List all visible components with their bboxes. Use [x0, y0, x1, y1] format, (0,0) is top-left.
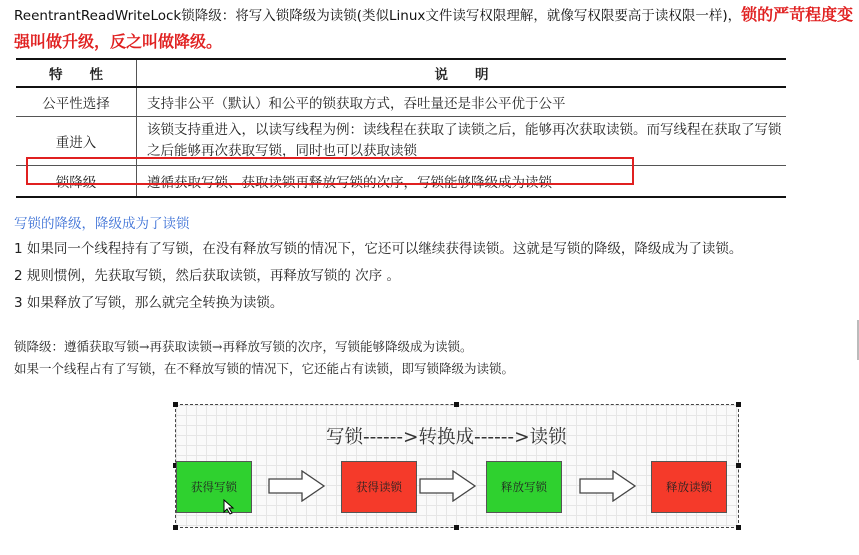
intro-text: ReentrantReadWriteLock锁降级：将写入锁降级为读锁(类似Linux文件读写权限理解，就像写权限要高于读权限一样)，: [14, 8, 742, 24]
section-title: 写锁的降级，降级成为了读锁: [14, 216, 190, 232]
step-acquire-write[interactable]: 获得写锁: [176, 461, 252, 513]
step-release-read[interactable]: 释放读锁: [651, 461, 727, 513]
cell-feature: 公平性选择: [16, 88, 137, 116]
resize-handle[interactable]: [173, 525, 178, 530]
step-acquire-read[interactable]: 获得读锁: [341, 461, 417, 513]
header-desc: 说 明: [434, 67, 489, 83]
list-item: 3 如果释放了写锁，那么就完全转换为读锁。: [14, 295, 284, 311]
highlight-box: [26, 157, 634, 185]
diagram-title: 写锁------>转换成------>读锁: [326, 427, 567, 448]
lock-downgrade-diagram[interactable]: [175, 404, 739, 528]
resize-handle[interactable]: [736, 402, 741, 407]
list-item: 2 规则惯例，先获取写锁，然后获取读锁，再释放写锁的 次序 。: [14, 268, 400, 284]
arrow-right-icon: [268, 470, 326, 502]
cell-desc: 该锁支持重进入，以读写线程为例：读线程在获取了读锁之后，能够再次获取读锁。而写线程在获取了写锁之后能够再次获取写锁，同时也可以获取读锁: [147, 122, 782, 159]
resize-handle[interactable]: [454, 402, 459, 407]
resize-handle[interactable]: [173, 402, 178, 407]
cell-desc: 遵循获取写锁、获取读锁再释放写锁的次序，写锁能够降级成为读锁: [147, 175, 552, 191]
arrow-right-icon: [579, 470, 637, 502]
cell-feature: 重进入: [16, 117, 137, 165]
notes-list: [14, 336, 514, 380]
table-row: [16, 88, 786, 117]
arrow-right-icon: [419, 470, 477, 502]
intro-highlight: 锁的严苛程度变强叫做升级，反之叫做降级。: [14, 5, 854, 51]
points-list: [14, 236, 742, 317]
table-header-row: [16, 60, 786, 88]
resize-handle[interactable]: [736, 525, 741, 530]
cell-desc: 支持非公平（默认）和公平的锁获取方式，吞吐量还是非公平优于公平: [147, 96, 566, 112]
note-item: 如果一个线程占有了写锁，在不释放写锁的情况下，它还能占有读锁，即写锁降级为读锁。: [14, 361, 515, 376]
intro-paragraph: [14, 2, 854, 56]
resize-handle[interactable]: [736, 463, 741, 468]
step-release-write[interactable]: 释放写锁: [486, 461, 562, 513]
note-item: 锁降级：遵循获取写锁→再获取读锁→再释放写锁的次序，写锁能够降级成为读锁。: [14, 339, 473, 354]
list-item: 1 如果同一个线程持有了写锁，在没有释放写锁的情况下，它还可以继续获得读锁。这就是写锁的降级，降级成为了读锁。: [14, 241, 743, 257]
cell-feature: 锁降级: [16, 166, 137, 196]
header-feature: 特 性: [16, 60, 137, 86]
resize-handle[interactable]: [454, 525, 459, 530]
mouse-cursor-icon: [223, 499, 235, 515]
